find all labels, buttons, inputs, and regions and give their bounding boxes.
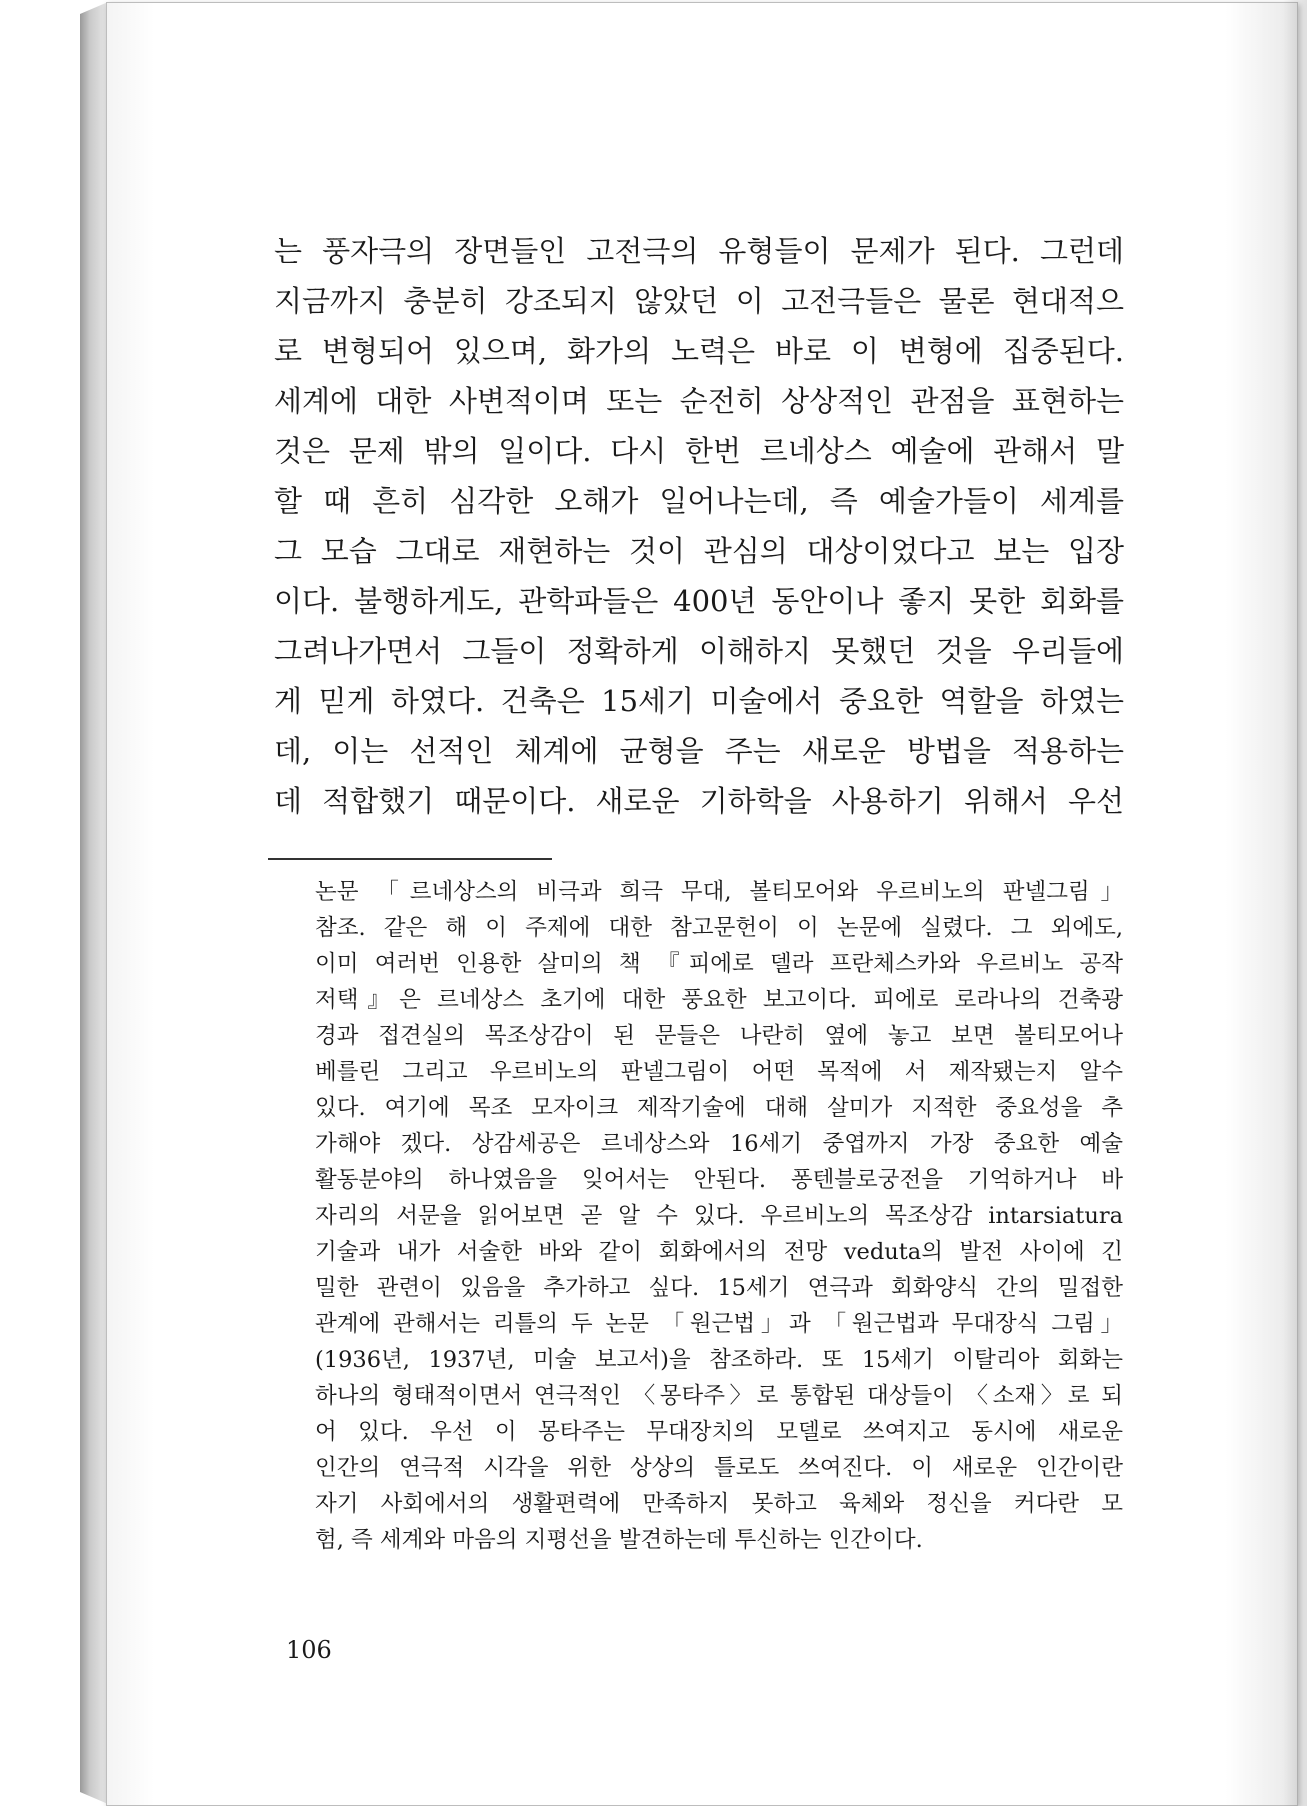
footnote-line: 가해야 겠다. 상감세공은 르네상스와 16세기 중엽까지 가장 중요한 예술 (315, 1131, 1123, 1157)
main-body-text (274, 226, 1124, 826)
footnote-line: 자리의 서문을 읽어보면 곧 알 수 있다. 우르비노의 목조상감 intarsiatura (315, 1203, 1123, 1229)
footnote-line: 자기 사회에서의 생활편력에 만족하지 못하고 육체와 정신을 커다란 모 (315, 1491, 1123, 1517)
body-line: 이다. 불행하게도, 관학파들은 400년 동안이나 좋지 못한 회화를 (274, 584, 1124, 618)
body-line: 지금까지 충분히 강조되지 않았던 이 고전극들은 물론 현대적으 (274, 284, 1124, 318)
body-line: 데 적합했기 때문이다. 새로운 기하학을 사용하기 위해서 우선 (274, 784, 1124, 818)
footnote-line: 험, 즉 세계와 마음의 지평선을 발견하는데 투신하는 인간이다. (315, 1527, 923, 1553)
footnote-line: (1936년, 1937년, 미술 보고서)을 참조하라. 또 15세기 이탈리아 회화는 (315, 1347, 1123, 1373)
body-line: 그 모습 그대로 재현하는 것이 관심의 대상이었다고 보는 입장 (274, 534, 1124, 568)
footnote-line: 활동분야의 하나였음을 잊어서는 안된다. 퐁텐블로궁전을 기억하거나 바 (315, 1167, 1123, 1193)
body-line: 는 풍자극의 장면들인 고전극의 유형들이 문제가 된다. 그런데 (274, 234, 1124, 268)
footnote-line: 논문 「르네상스의 비극과 희극 무대, 볼티모어와 우르비노의 판넬그림」 (315, 879, 1123, 905)
page-number: 106 (286, 1636, 332, 1664)
footnote-line: 이미 여러번 인용한 살미의 책 『피에로 델라 프란체스카와 우르비노 공작 (315, 951, 1123, 977)
footnote-line: 하나의 형태적이면서 연극적인 〈몽타주〉로 통합된 대상들이 〈소재〉로 되 (315, 1383, 1123, 1409)
book-spine-edge (80, 2, 108, 1804)
body-line: 그려나가면서 그들이 정확하게 이해하지 못했던 것을 우리들에 (274, 634, 1124, 668)
body-line: 로 변형되어 있으며, 화가의 노력은 바로 이 변형에 집중된다. (274, 334, 1124, 368)
footnote-line: 베를린 그리고 우르비노의 판넬그림이 어떤 목적에 서 제작됐는지 알수 (315, 1059, 1123, 1085)
body-line: 것은 문제 밖의 일이다. 다시 한번 르네상스 예술에 관해서 말 (274, 434, 1124, 468)
footnote-line: 기술과 내가 서술한 바와 같이 회화에서의 전망 veduta의 발전 사이에 긴 (315, 1239, 1123, 1265)
body-line: 데, 이는 선적인 체계에 균형을 주는 새로운 방법을 적용하는 (274, 734, 1124, 768)
footnote-line: 있다. 여기에 목조 모자이크 제작기술에 대해 살미가 지적한 중요성을 추 (315, 1095, 1123, 1121)
page-edge-shadow (1283, 0, 1307, 1806)
body-line: 할 때 흔히 심각한 오해가 일어나는데, 즉 예술가들이 세계를 (274, 484, 1124, 518)
footnote-text (315, 874, 1123, 1558)
footnote-line: 참조. 같은 해 이 주제에 대한 참고문헌이 이 논문에 실렸다. 그 외에도, (315, 915, 1123, 941)
footnote-line: 인간의 연극적 시각을 위한 상상의 틀로도 쓰여진다. 이 새로운 인간이란 (315, 1455, 1123, 1481)
footnote-line: 저택』은 르네상스 초기에 대한 풍요한 보고이다. 피에로 로라나의 건축광 (315, 987, 1123, 1013)
footnote-line: 어 있다. 우선 이 몽타주는 무대장치의 모델로 쓰여지고 동시에 새로운 (315, 1419, 1123, 1445)
footnote-line: 경과 접견실의 목조상감이 된 문들은 나란히 옆에 놓고 보면 볼티모어나 (315, 1023, 1123, 1049)
footnote-separator-rule (268, 858, 552, 860)
body-line: 게 믿게 하였다. 건축은 15세기 미술에서 중요한 역할을 하였는 (274, 684, 1124, 718)
body-line: 세계에 대한 사변적이며 또는 순전히 상상적인 관점을 표현하는 (274, 384, 1124, 418)
footnote-line: 관계에 관해서는 리틀의 두 논문 「원근법」과 「원근법과 무대장식 그림」 (315, 1311, 1123, 1337)
footnote-line: 밀한 관련이 있음을 추가하고 싶다. 15세기 연극과 회화양식 간의 밀접한 (315, 1275, 1123, 1301)
